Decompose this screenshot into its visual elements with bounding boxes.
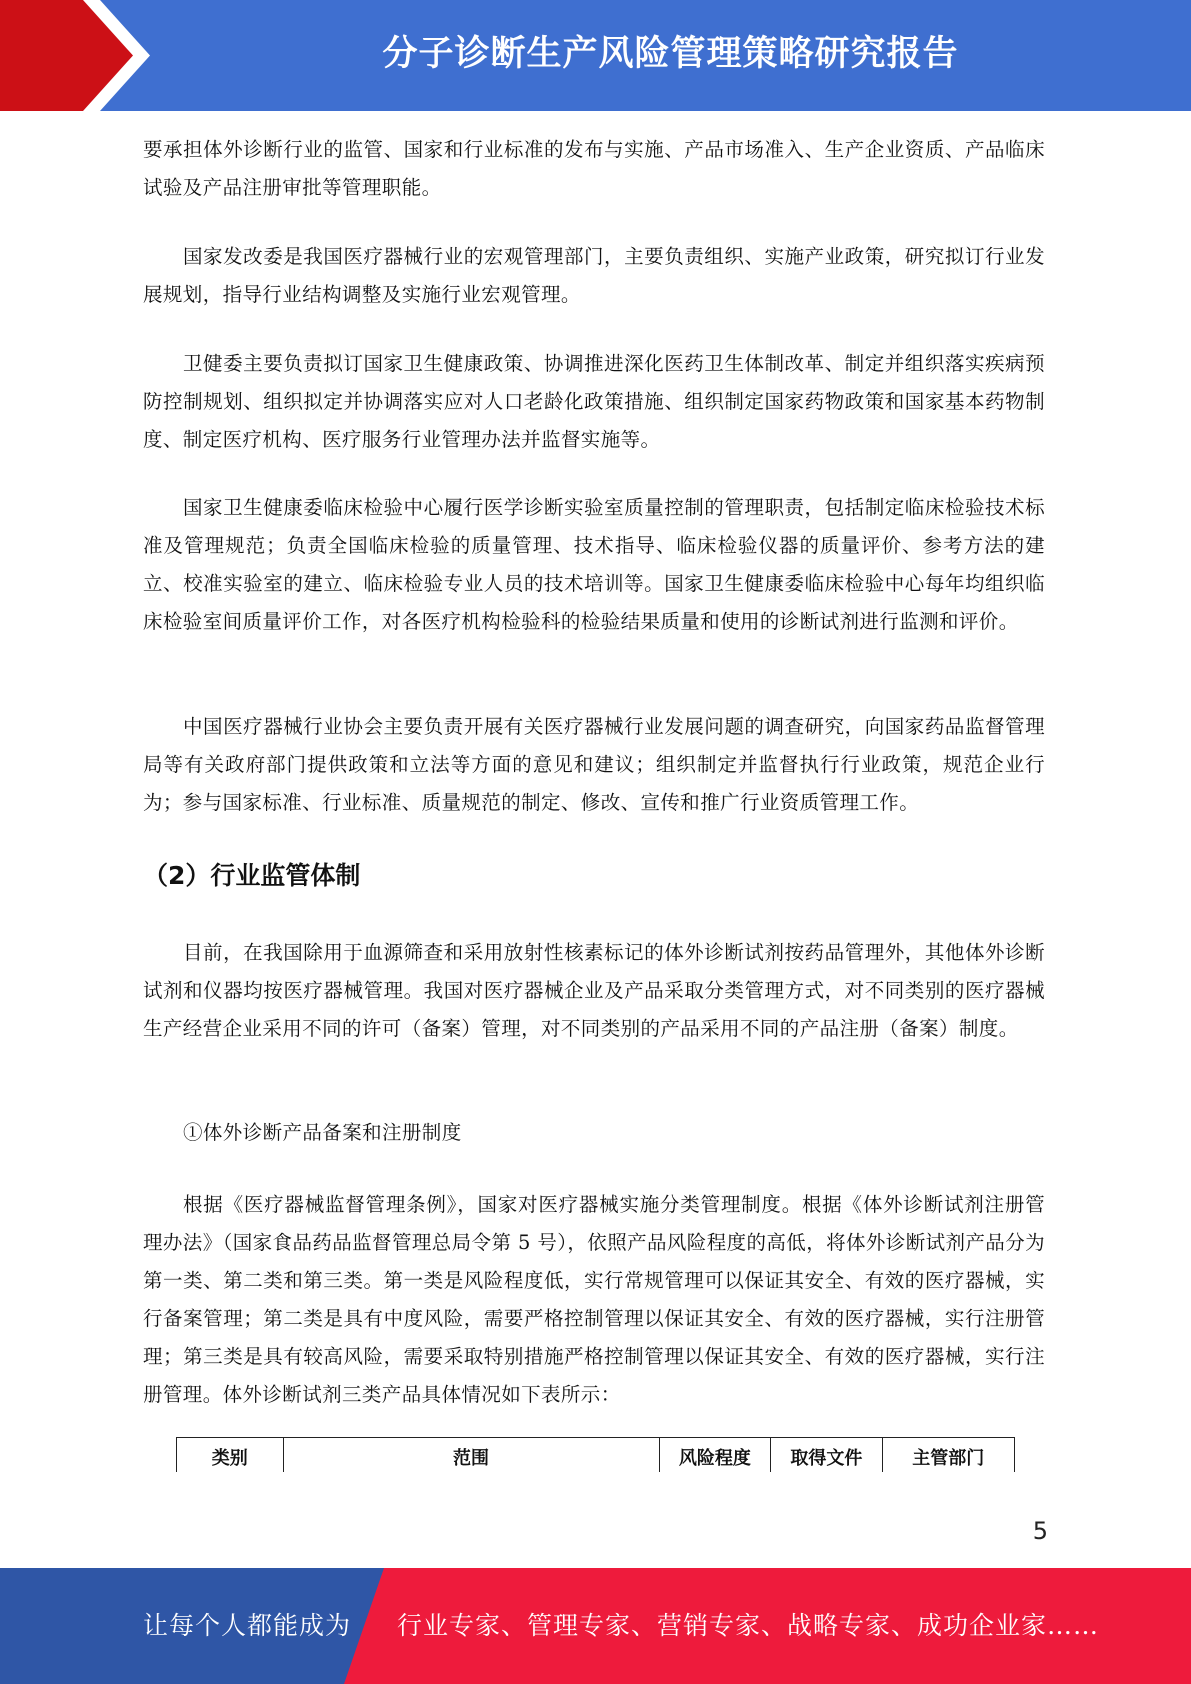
- table-header-cell: 类别: [177, 1438, 284, 1473]
- table-header-cell: 范围: [283, 1438, 659, 1473]
- report-title: 分子诊断生产风险管理策略研究报告: [382, 34, 959, 74]
- paragraph: ①体外诊断产品备案和注册制度: [183, 1121, 462, 1144]
- page-header: [0, 0, 1191, 111]
- paragraph: 中国医疗器械行业协会主要负责开展有关医疗器械行业发展问题的调查研究，向国家药品监督管理局等有关政府部门提供政策和立法等方面的意见和建议；组织制定并监督执行行业政策，规范企业行为；参与国家标准、行业标准、质量规范的制定、修改、宣传和推广行业资质管理工作。: [143, 715, 1045, 814]
- paragraph: 国家卫生健康委临床检验中心履行医学诊断实验室质量控制的管理职责，包括制定临床检验技术标准及管理规范；负责全国临床检验的质量管理、技术指导、临床检验仪器的质量评价、参考方法的建立、校准实验室的建立、临床检验专业人员的技术培训等。国家卫生健康委临床检验中心每年均组织临床检验室间质量评价工作，对各医疗机构检验科的检验结果质量和使用的诊断试剂进行监测和评价。: [143, 496, 1045, 633]
- paragraph: 卫健委主要负责拟订国家卫生健康政策、协调推进深化医药卫生体制改革、制定并组织落实疾病预防控制规划、组织拟定并协调落实应对人口老龄化政策措施、组织制定国家药物政策和国家基本药物制度、制定医疗机构、医疗服务行业管理办法并监督实施等。: [143, 352, 1045, 451]
- paragraph: 要承担体外诊断行业的监管、国家和行业标准的发布与实施、产品市场准入、生产企业资质、产品临床试验及产品注册审批等管理职能。: [143, 138, 1045, 199]
- paragraph: 根据《医疗器械监督管理条例》，国家对医疗器械实施分类管理制度。根据《体外诊断试剂注册管理办法》（国家食品药品监督管理总局令第 5 号），依照产品风险程度的高低，将体外诊断试剂产品分为第一类、第二类和第三类。第一类是风险程度低，实行常规管理可以保证其安全、有效的医疗器械，实行备案管理；第二类是具有中度风险，需要严格控制管理以保证其安全、有效的医疗器械，实行注册管理；第三类是具有较高风险，需要采取特别措施严格控制管理以保证其安全、有效的医疗器械，实行注册管理。体外诊断试剂三类产品具体情况如下表所示：: [143, 1193, 1046, 1406]
- page-number: 5: [1032, 1517, 1048, 1545]
- paragraph: 目前，在我国除用于血源筛查和采用放射性核素标记的体外诊断试剂按药品管理外，其他体外诊断试剂和仪器均按医疗器械管理。我国对医疗器械企业及产品采取分类管理方式，对不同类别的医疗器械生产经营企业采用不同的许可（备案）管理，对不同类别的产品采用不同的产品注册（备案）制度。: [143, 941, 1045, 1040]
- footer-slogan-left: 让每个人都能成为: [143, 1611, 352, 1640]
- table-header-cell: 风险程度: [659, 1438, 771, 1473]
- table-header-row: [177, 1438, 1015, 1473]
- product-class-table: [176, 1437, 1015, 1472]
- table-header-cell: 主管部门: [882, 1438, 1014, 1473]
- paragraph: 国家发改委是我国医疗器械行业的宏观管理部门，主要负责组织、实施产业政策，研究拟订行业发展规划，指导行业结构调整及实施行业宏观管理。: [143, 245, 1045, 306]
- table-header-cell: 取得文件: [771, 1438, 883, 1473]
- section-heading: （2）行业监管体制: [143, 861, 361, 890]
- chevron-arrow-icon: [0, 0, 160, 111]
- page-footer: [0, 1568, 1191, 1684]
- footer-slogan-right: 行业专家、管理专家、营销专家、战略专家、成功企业家……: [397, 1611, 1100, 1640]
